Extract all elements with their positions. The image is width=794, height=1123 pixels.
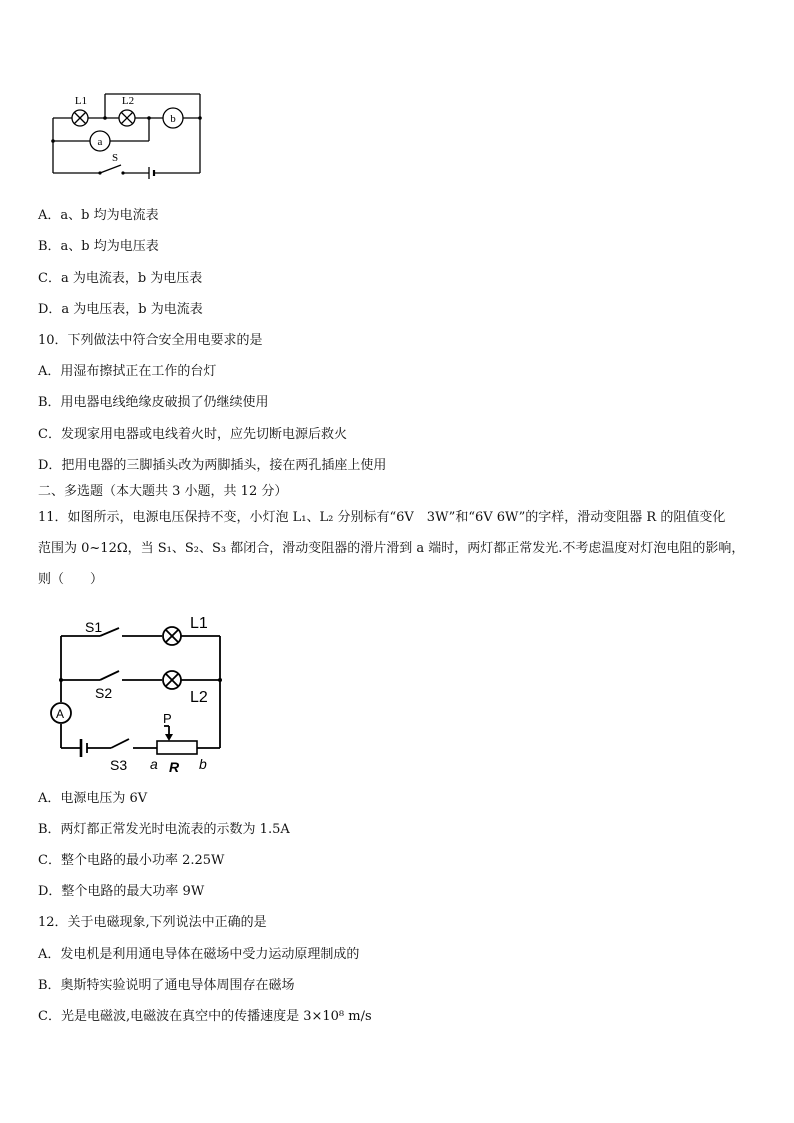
circuit-figure-1 <box>45 88 210 188</box>
label-l1-fig2: L1 <box>190 615 208 632</box>
q10-stem: 10．下列做法中符合安全用电要求的是 <box>38 333 263 348</box>
q9-option-c: C．a 为电流表，b 为电压表 <box>38 271 203 286</box>
section-title: 二、多选题（本大题共 3 小题，共 12 分） <box>38 484 288 499</box>
q11-option-d: D．整个电路的最大功率 9W <box>38 884 205 899</box>
q12-stem: 12．关于电磁现象,下列说法中正确的是 <box>38 915 267 930</box>
q12-option-a: A．发电机是利用通电导体在磁场中受力运动原理制成的 <box>38 947 360 962</box>
q11-option-b: B．两灯都正常发光时电流表的示数为 1.5A <box>38 822 290 837</box>
q10-option-d: D．把用电器的三脚插头改为两脚插头，接在两孔插座上使用 <box>38 458 387 473</box>
q10-option-a: A．用湿布擦拭正在工作的台灯 <box>38 364 217 379</box>
rheostat <box>157 741 197 754</box>
label-r: R <box>169 759 180 775</box>
circuit-figure-2 <box>45 598 245 778</box>
q11-option-c: C．整个电路的最小功率 2.25W <box>38 853 225 868</box>
q9-option-b: B．a、b 均为电压表 <box>38 239 159 254</box>
label-l2-fig2: L2 <box>190 689 208 706</box>
label-s: S <box>111 152 119 164</box>
label-l1: L1 <box>74 95 88 107</box>
label-s2: S2 <box>95 685 113 701</box>
label-b-end: b <box>199 756 207 772</box>
label-a-end: a <box>150 756 158 772</box>
q11-stem-line-2: 范围为 0~12Ω，当 S₁、S₂、S₃ 都闭合，滑动变阻器的滑片滑到 a 端时，两灯都正常发光.不考虑温度对灯泡电阻的影响， <box>38 541 745 556</box>
q11-stem-line-1: 11．如图所示，电源电压保持不变，小灯泡 L₁、L₂ 分别标有“6V 3W”和“6V 6W”的字样，滑动变阻器 R 的阻值变化 <box>38 510 726 525</box>
label-s3: S3 <box>110 757 128 773</box>
q12-option-c: C．光是电磁波,电磁波在真空中的传播速度是 3×10⁸ m/s <box>38 1009 372 1024</box>
label-ammeter: A <box>56 707 65 721</box>
label-l2: L2 <box>121 95 135 107</box>
q9-option-a: A．a、b 均为电流表 <box>38 208 159 223</box>
q10-option-c: C．发现家用电器或电线着火时，应先切断电源后救火 <box>38 427 347 442</box>
label-p: P <box>163 711 172 726</box>
label-b: b <box>170 113 176 125</box>
q11-option-a: A．电源电压为 6V <box>38 791 148 806</box>
q11-stem-line-3: 则（ ） <box>38 572 104 587</box>
label-a: a <box>97 136 103 148</box>
q9-option-d: D．a 为电压表，b 为电流表 <box>38 302 203 317</box>
label-s1: S1 <box>85 619 103 635</box>
q10-option-b: B．用电器电线绝缘皮破损了仍继续使用 <box>38 395 269 410</box>
q12-option-b: B．奥斯特实验说明了通电导体周围存在磁场 <box>38 978 295 993</box>
